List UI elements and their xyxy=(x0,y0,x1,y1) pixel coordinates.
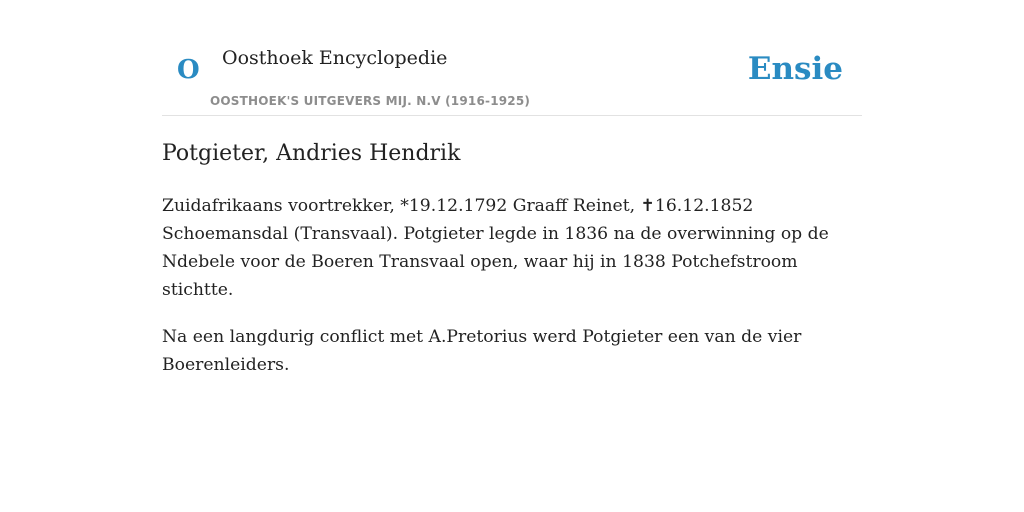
entry-paragraph: Na een langdurig conflict met A.Pretorius werd Potgieter een van de vier Boerenleiders. xyxy=(162,327,802,375)
publisher-label: OOSTHOEK'S UITGEVERS MIJ. N.V (1916-1925) xyxy=(210,94,531,108)
entry-title: Potgieter, Andries Hendrik xyxy=(162,141,461,166)
source-header xyxy=(162,0,862,116)
source-title-link[interactable]: Oosthoek Encyclopedie xyxy=(222,47,448,69)
entry-body xyxy=(162,192,862,398)
entry-paragraph: Zuidafrikaans voortrekker, *19.12.1792 Graaff Reinet, ✝16.12.1852 Schoemansdal (Transvaal). Potgieter legde in 1836 na de overwinning op de Ndebele voor de Boeren Transvaal open, waar hij in 1838 Potchefstroom stichtte. xyxy=(162,196,829,300)
ensie-logo[interactable]: Ensie xyxy=(747,51,843,87)
source-logo[interactable]: O xyxy=(177,55,200,85)
